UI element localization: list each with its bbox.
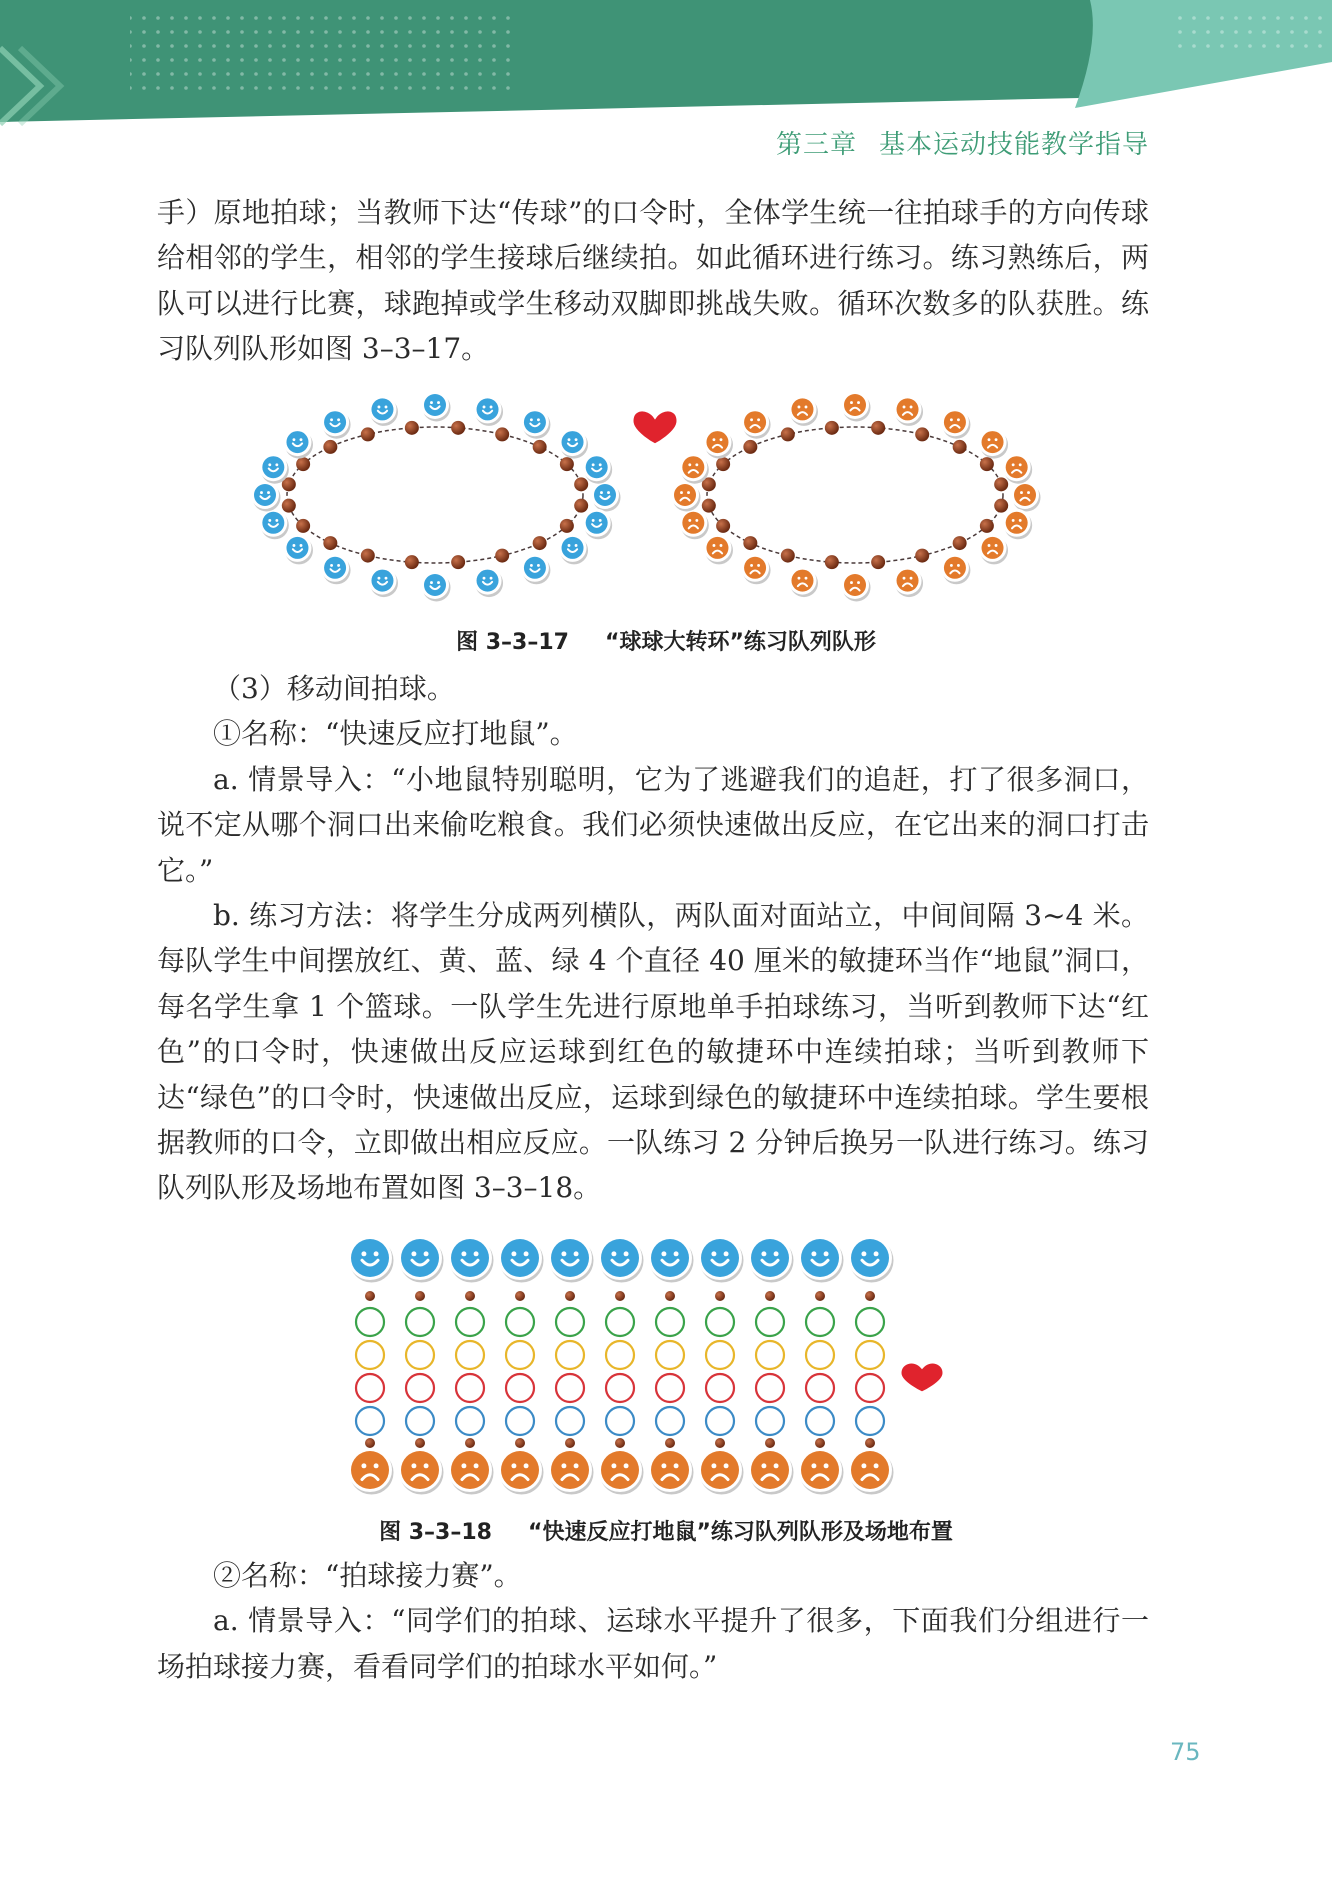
student-blue-icon [583,453,613,484]
section-heading: （3）移动间拍球。 [213,672,455,705]
student-orange-icon [979,534,1009,565]
activity-name: ①名称：“快速反应打地鼠”。 [213,717,578,751]
agility-ring [556,1308,584,1336]
student-blue-icon [548,1236,594,1283]
student-orange-icon [548,1448,594,1495]
text-block-2 [157,666,1149,1211]
chapter-number: 第三章 [775,130,857,160]
student-blue-icon [368,567,398,598]
student-orange-icon [598,1448,644,1495]
basketball-icon [980,457,994,471]
agility-ring [806,1407,834,1435]
agility-ring [856,1341,884,1369]
student-blue-icon [521,408,551,439]
student-blue-icon [251,481,281,512]
student-blue-icon [368,395,398,426]
student-blue-icon [598,1236,644,1283]
agility-ring [356,1308,384,1336]
basketball-icon [716,457,730,471]
figure-ball-circle-formation [250,375,1050,615]
student-blue-icon [448,1236,494,1283]
basketball-icon [871,421,885,435]
basketball-icon [495,427,509,441]
student-blue-icon [321,554,351,585]
basketball-icon [565,1291,575,1301]
agility-ring [856,1374,884,1402]
blue-team-ring [251,391,621,602]
basketball-icon [415,1291,425,1301]
basketball-icon [365,1291,375,1301]
agility-ring [356,1374,384,1402]
paragraph-scenario: a. 情景导入：“小地鼠特别聪明，它为了逃避我们的追赶，打了很多洞口，说不定从哪个洞口出来偷吃粮食。我们必须快速做出反应，在它出来的洞口打击它。” [157,762,1149,887]
agility-ring [356,1407,384,1435]
basketball-icon [405,421,419,435]
basketball-icon [716,519,730,533]
basketball-icon [615,1438,625,1448]
basketball-icon [323,440,337,454]
basketball-icon [415,1438,425,1448]
basketball-icon [765,1291,775,1301]
student-orange-icon [1003,509,1033,540]
figure-number: 图 3–3–17 [456,630,569,655]
basketball-icon [815,1438,825,1448]
student-blue-icon [798,1236,844,1283]
student-blue-icon [591,481,621,512]
basketball-icon [465,1438,475,1448]
basketball-icon [574,499,588,513]
student-blue-icon [698,1236,744,1283]
student-orange-icon [841,391,871,422]
basketball-icon [953,536,967,550]
student-blue-icon [848,1236,894,1283]
student-blue-icon [583,509,613,540]
basketball-icon [323,536,337,550]
basketball-icon [825,555,839,569]
paragraph-scenario: a. 情景导入：“同学们的拍球、运球水平提升了很多，下面我们分组进行一场拍球接力赛，看看同学们的拍球水平如何。” [157,1604,1149,1683]
student-orange-icon [941,554,971,585]
student-orange-icon [741,408,771,439]
agility-ring [456,1374,484,1402]
agility-ring [606,1341,634,1369]
text-block-3 [157,1553,1149,1689]
student-orange-icon [748,1448,794,1495]
basketball-icon [451,555,465,569]
basketball-icon [953,440,967,454]
agility-ring [756,1308,784,1336]
agility-ring [756,1407,784,1435]
agility-ring [656,1341,684,1369]
agility-ring [556,1341,584,1369]
agility-ring [806,1374,834,1402]
basketball-icon [560,519,574,533]
agility-ring [706,1407,734,1435]
agility-ring [506,1407,534,1435]
student-orange-icon [648,1448,694,1495]
student-orange-icon [788,567,818,598]
basketball-icon [871,555,885,569]
student-orange-icon [703,428,733,459]
student-orange-icon [894,395,924,426]
basketball-icon [765,1438,775,1448]
student-blue-icon [498,1236,544,1283]
student-blue-icon [559,428,589,459]
student-orange-icon [841,571,871,602]
basketball-icon [533,440,547,454]
agility-ring [656,1374,684,1402]
basketball-icon [515,1438,525,1448]
student-orange-icon [348,1448,394,1495]
student-orange-icon [1003,453,1033,484]
agility-ring [856,1407,884,1435]
chapter-title: 基本运动技能教学指导 [878,130,1149,160]
agility-ring [456,1407,484,1435]
basketball-icon [715,1438,725,1448]
figure-caption-2 [0,1515,1332,1546]
agility-ring [556,1374,584,1402]
agility-ring [806,1341,834,1369]
basketball-icon [282,499,296,513]
agility-ring [456,1308,484,1336]
basketball-icon [296,519,310,533]
student-orange-icon [698,1448,744,1495]
agility-ring [506,1308,534,1336]
agility-ring [406,1308,434,1336]
heart-icon [632,410,678,445]
student-blue-icon [521,554,551,585]
basketball-icon [665,1291,675,1301]
basketball-icon [743,536,757,550]
student-orange-icon [788,395,818,426]
running-header [776,124,1149,161]
student-orange-icon [679,453,709,484]
student-blue-icon [474,567,504,598]
basketball-icon [994,499,1008,513]
agility-ring [606,1374,634,1402]
agility-ring [756,1341,784,1369]
figure-title: “球球大转环”练习队列队形 [604,630,876,655]
basketball-icon [815,1291,825,1301]
basketball-icon [361,427,375,441]
student-blue-icon [474,395,504,426]
figure-caption-1 [0,625,1332,656]
student-orange-icon [941,408,971,439]
basketball-icon [865,1438,875,1448]
paragraph: 手）原地拍球；当教师下达“传球”的口令时，全体学生统一往拍球手的方向传球给相邻的学生，相邻的学生接球后继续拍。如此循环进行练习。练习熟练后，两队可以进行比赛，球跑掉或学生移动双脚即挑战失败。循环次数多的队获胜。练习队列队形如图 3–3–17。 [157,196,1149,366]
agility-ring [706,1374,734,1402]
basketball-icon [665,1438,675,1448]
agility-ring [756,1374,784,1402]
student-blue-icon [259,453,289,484]
basketball-icon [405,555,419,569]
agility-ring [606,1407,634,1435]
student-blue-icon [283,534,313,565]
agility-ring [406,1341,434,1369]
student-orange-icon [703,534,733,565]
student-blue-icon [283,428,313,459]
student-orange-icon [848,1448,894,1495]
basketball-icon [702,499,716,513]
heart-icon [900,1362,944,1393]
student-blue-icon [321,408,351,439]
agility-ring [456,1341,484,1369]
agility-ring [606,1308,634,1336]
student-blue-icon [421,391,451,422]
basketball-icon [715,1291,725,1301]
figure-whack-a-mole-layout [340,1230,980,1505]
text-block-1 [157,190,1149,372]
student-blue-icon [259,509,289,540]
student-blue-icon [348,1236,394,1283]
agility-ring [706,1341,734,1369]
basketball-icon [915,549,929,563]
student-blue-icon [421,571,451,602]
agility-ring [656,1407,684,1435]
student-blue-icon [559,534,589,565]
student-blue-icon [648,1236,694,1283]
basketball-icon [781,549,795,563]
figure-title: “快速反应打地鼠”练习队列队形及场地布置 [527,1520,953,1545]
basketball-icon [365,1438,375,1448]
student-blue-icon [398,1236,444,1283]
basketball-icon [915,427,929,441]
basketball-icon [994,477,1008,491]
student-orange-icon [498,1448,544,1495]
activity-name: ②名称：“拍球接力赛”。 [213,1559,522,1592]
student-orange-icon [398,1448,444,1495]
agility-ring [506,1341,534,1369]
formation-grid [348,1236,894,1495]
student-orange-icon [1011,481,1041,512]
basketball-icon [533,536,547,550]
basketball-icon [743,440,757,454]
student-orange-icon [679,509,709,540]
basketball-icon [465,1291,475,1301]
agility-ring [656,1308,684,1336]
page-number: 75 [1170,1738,1201,1766]
basketball-icon [865,1291,875,1301]
figure-number: 图 3–3–18 [379,1520,492,1545]
student-orange-icon [448,1448,494,1495]
basketball-icon [296,457,310,471]
basketball-icon [560,457,574,471]
agility-ring [806,1308,834,1336]
agility-ring [406,1407,434,1435]
basketball-icon [574,477,588,491]
basketball-icon [980,519,994,533]
header-banner [0,0,1332,130]
student-blue-icon [748,1236,794,1283]
basketball-icon [565,1438,575,1448]
basketball-icon [515,1291,525,1301]
basketball-icon [361,549,375,563]
student-orange-icon [671,481,701,512]
agility-ring [856,1308,884,1336]
agility-ring [506,1374,534,1402]
basketball-icon [451,421,465,435]
orange-team-ring [671,391,1041,602]
student-orange-icon [894,567,924,598]
agility-ring [556,1407,584,1435]
agility-ring [356,1341,384,1369]
agility-ring [706,1308,734,1336]
agility-ring [406,1374,434,1402]
basketball-icon [495,549,509,563]
basketball-icon [825,421,839,435]
student-orange-icon [798,1448,844,1495]
paragraph-method: b. 练习方法：将学生分成两列横队，两队面对面站立，中间间隔 3~4 米。每队学生中间摆放红、黄、蓝、绿 4 个直径 40 厘米的敏捷环当作“地鼠”洞口，每名学生拿 1 个篮球。一队学生先进行原地单手拍球练习，当听到教师下达“红色”的口令时，快速做出反应运球到红色的敏捷环中连续拍球；当听到教师下达“绿色”的口令时，快速做出反应，运球到绿色的敏捷环中连续拍球。学生要根据教师的口令，立即做出相应反应。一队练习 2 分钟后换另一队进行练习。练习队列队形及场地布置如图 3–3–18。 [157,899,1149,1205]
basketball-icon [615,1291,625,1301]
student-orange-icon [979,428,1009,459]
student-orange-icon [741,554,771,585]
basketball-icon [781,427,795,441]
